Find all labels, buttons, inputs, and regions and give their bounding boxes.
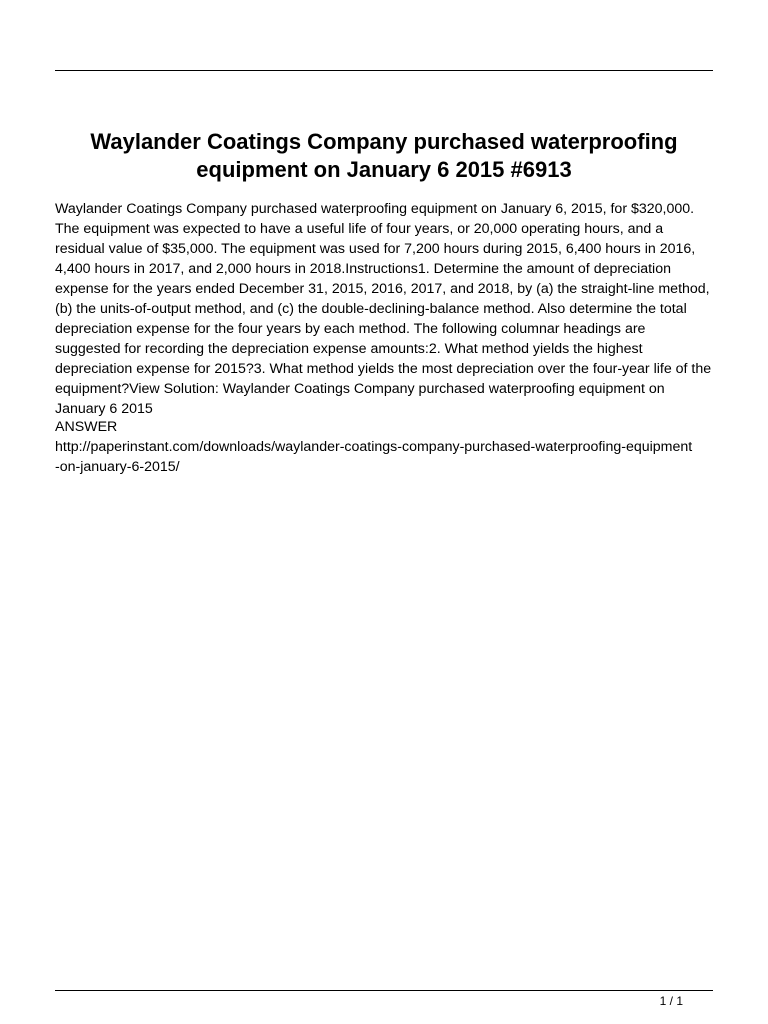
top-divider <box>55 70 713 71</box>
document-body: Waylander Coatings Company purchased waterproofing equipment on January 6, 2015, for $320,000. The equipment was expected to have a useful life of four years, or 20,000 operating hours, and a residual value of $35,000. The equipment was used for 7,200 hours during 2015, 6,400 hours in 2016, 4,400 hours in 2017, and 2,000 hours in 2018.Instructions1. Determine the amount of depreciation expense for the years ended December 31, 2015, 2016, 2017, and 2018, by (a) the straight-line method, (b) the units-of-output method, and (c) the double-declining-balance method. Also determine the total depreciation expense for the four years by each method. The following columnar headings are suggested for recording the depreciation expense amounts:2. What method yields the highest depreciation expense for 2015?3. What method yields the most depreciation over the four-year life of the equipment?View Solution: Waylander Coatings Company purchased waterproofing equipment on January 6 2015 <box>55 201 712 417</box>
answer-link[interactable]: http://paperinstant.com/downloads/waylander-coatings-company-purchased-waterproofing-equipment-on-january-6-2015/ <box>55 439 693 475</box>
page-number: 1 / 1 <box>659 994 683 1008</box>
answer-label: ANSWER <box>55 419 118 435</box>
bottom-divider <box>55 990 713 991</box>
document-title: Waylander Coatings Company purchased waterproofing equipment on January 6 2015 #6913 <box>90 129 678 182</box>
